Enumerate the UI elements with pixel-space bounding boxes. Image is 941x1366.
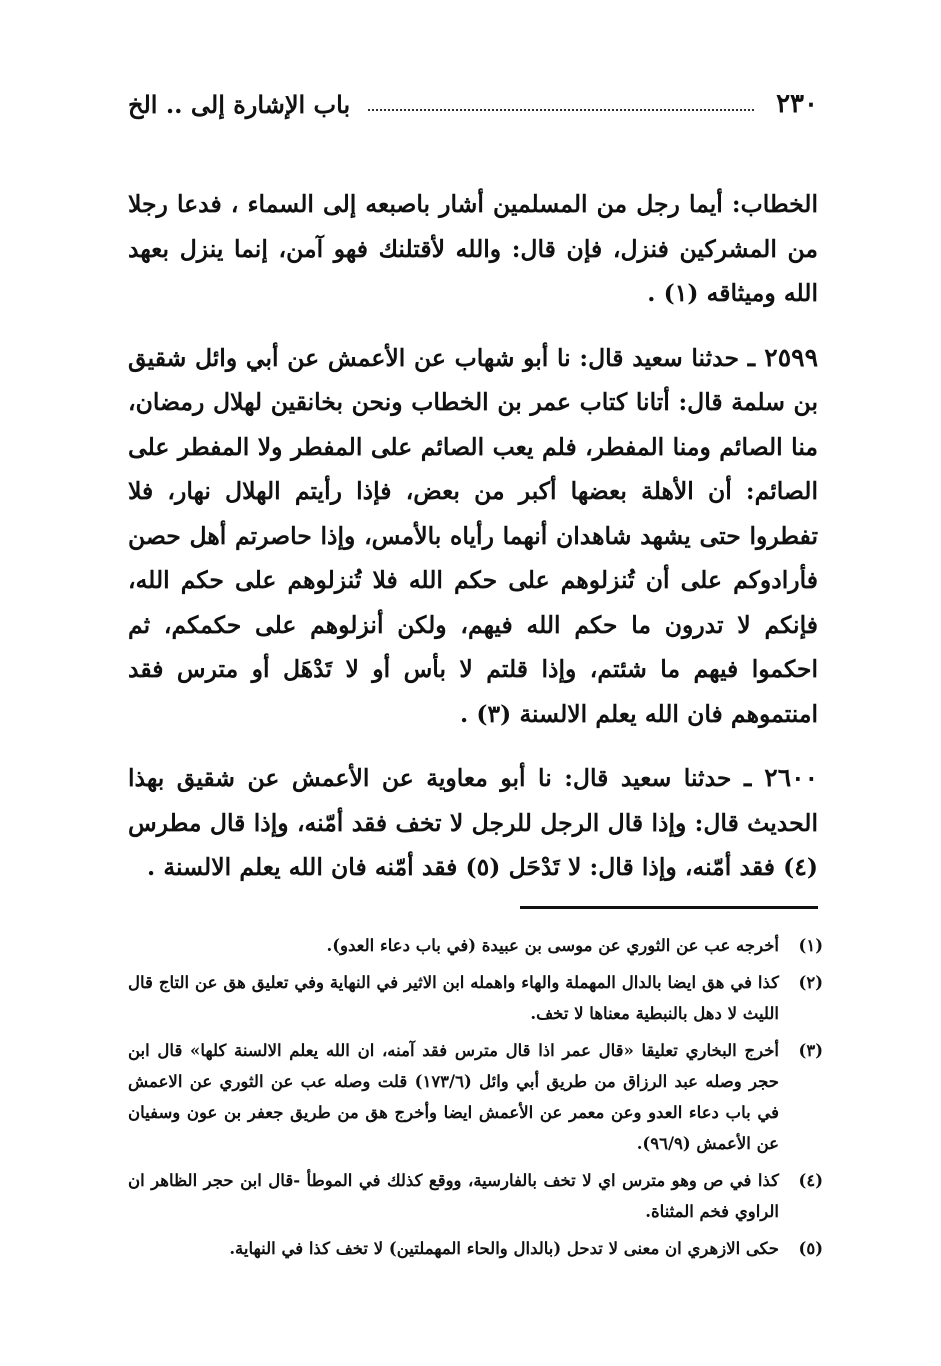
footnote-mark: (١) (798, 936, 823, 955)
footnote-separator (520, 906, 818, 909)
hadith-2600 (128, 756, 818, 890)
paragraph-1 (128, 182, 818, 316)
paragraph-1-text: الخطاب: أيما رجل من المسلمين أشار باصبعه إلى السماء ، فدعا رجلا من المشركين فنزل، فإن قال: والله لأقتلنك فهو آمن، إنما ينزل بعهد الله وميثاقه (١) . (128, 190, 818, 307)
hadith-2600-text: حدثنا سعيد قال: نا أبو معاوية عن الأعمش عن شقيق بهذا الحديث قال: وإذا قال الرجل للرجل لا تخف فقد أمّنه، وإذا قال مطرس (٤) فقد أمّنه، وإذا قال: لا تَدْحَل (٥) فقد أمّنه فان الله يعلم الالسنة . (128, 764, 818, 881)
hadith-2599-text: حدثنا سعيد قال: نا أبو شهاب عن الأعمش عن أبي وائل شقيق بن سلمة قال: أتانا كتاب عمر بن الخطاب ونحن بخانقين لهلال رمضان، منا الصائم ومنا المفطر، فلم يعب الصائم على المفطر ولا المفطر على الصائم: أن الأهلة بعضها أكبر من بعض، فإذا رأيتم الهلال نهار، فلا تفطروا حتى يشهد شاهدان أنهما رأياه بالأمس، وإذا حاصرتم أهل حصن فأرادوكم على أن تُنزلوهم على حكم الله فلا تُنزلوهم على حكم الله، فإنكم لا تدرون ما حكم الله فيهم، ولكن أنزلوهم على حكمكم، ثم احكموا فيهم ما شئتم، وإذا قلتم لا بأس أو لا تَدْهَل أو مترس فقد امنتموهم فان الله يعلم الالسنة (٣) . (128, 343, 818, 728)
footnote-1 (128, 930, 823, 961)
footnote-3 (128, 1035, 823, 1159)
footnote-text: حكى الازهري ان معنى لا تدحل (بالدال والحاء المهملتين) لا تخف كذا في النهاية. (229, 1239, 779, 1258)
footnote-text: أخرجه عب عن الثوري عن موسى بن عبيدة (في باب دعاء العدو). (326, 936, 779, 955)
footnote-mark: (٣) (798, 1041, 823, 1060)
main-text (128, 182, 818, 910)
footnotes (128, 930, 823, 1270)
footnote-5 (128, 1233, 823, 1264)
hadith-number-2600: ٢٦٠٠ ـ (743, 763, 819, 792)
page-number: ٢٣٠ (776, 89, 818, 119)
footnote-text: كذا في ص وهو مترس اي لا تخف بالفارسية، ووقع كذلك في الموطأ -قال ابن حجر الظاهر ان الراوي فخم المثناة. (128, 1171, 779, 1221)
footnote-text: كذا في هق ايضا بالدال المهملة والهاء واهمله ابن الاثير في النهاية وفي تعليق هق عن التاج قال الليث لا دهل بالنبطية معناها لا تخف. (128, 973, 779, 1023)
hadith-number-2599: ٢٥٩٩ ـ (747, 342, 818, 372)
footnote-4 (128, 1165, 823, 1227)
footnote-mark: (٤) (798, 1171, 823, 1190)
header-dotted-leader (368, 109, 754, 111)
hadith-2599 (128, 336, 818, 737)
footnote-text: أخرج البخاري تعليقا «قال عمر اذا قال مترس فقد آمنه، ان الله يعلم الالسنة كلها» قال ابن حجر وصله عبد الرزاق من طريق أبي وائل (١٧٣/٦) قلت وصله عب عن الثوري عن الاعمش في باب دعاء العدو وعن معمر عن الأعمش ايضا وأخرج هق من طريق جعفر بن عون وسفيان عن الأعمش (٩٦/٩). (128, 1041, 779, 1153)
footnote-2 (128, 967, 823, 1029)
running-title: باب الإشارة إلى .. الخ (128, 89, 351, 119)
page-header (128, 86, 818, 122)
footnote-mark: (٥) (798, 1239, 823, 1258)
footnote-mark: (٢) (798, 973, 823, 992)
